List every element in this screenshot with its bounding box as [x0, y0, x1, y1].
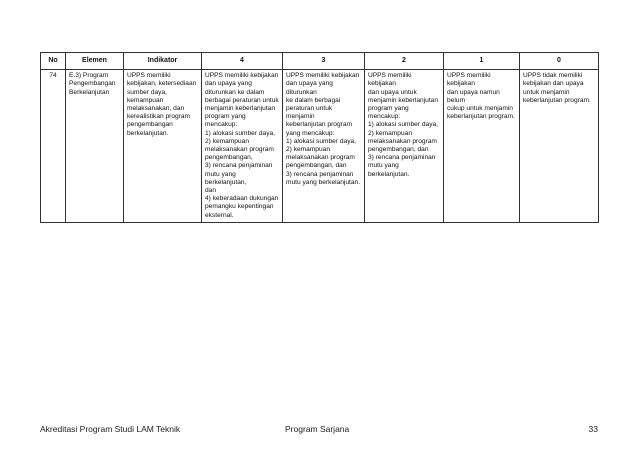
- cell-text-line: 1) alokasi sumber daya,: [286, 137, 357, 145]
- cell-text-line: melaksanakan program: [205, 146, 274, 154]
- header-row: [41, 53, 599, 70]
- cell-text-line: 1) alokasi sumber daya,: [205, 129, 276, 137]
- cell-text-line: dan upaya yang diturunkan: [286, 80, 333, 96]
- cell-text-line: berkelanjutan.: [127, 129, 169, 137]
- header-score-2: 2: [365, 53, 444, 70]
- header-score-4: 4: [202, 53, 283, 70]
- cell-score-2: [365, 70, 444, 223]
- cell-text-line: pengembangan, dan: [368, 146, 429, 154]
- cell-indikator: [124, 70, 202, 223]
- cell-text-line: dan upaya yang: [205, 80, 252, 88]
- cell-text-line: Pengembangan: [69, 80, 116, 88]
- table-row: [41, 70, 599, 223]
- cell-text-line: kebijakan, ketersediaan: [127, 80, 197, 88]
- cell-text-line: menjamin keberlanjutan: [368, 96, 439, 104]
- cell-text-line: UPPS memiliki kebijakan: [286, 72, 360, 80]
- cell-score-0: [520, 70, 599, 223]
- page-number: 33: [588, 424, 598, 434]
- cell-text-line: pengembangan,: [205, 154, 253, 162]
- cell-text-line: ke dalam berbagai: [286, 96, 341, 104]
- header-no: No: [41, 53, 66, 70]
- cell-elemen: [66, 70, 124, 223]
- cell-score-3: [283, 70, 365, 223]
- cell-text-line: 3) rencana penjaminan: [286, 170, 354, 178]
- cell-text-line: dan: [205, 187, 217, 195]
- cell-no: 74: [41, 70, 66, 223]
- footer-program: Program Sarjana: [285, 424, 350, 434]
- cell-text-line: melaksanakan, dan: [127, 105, 185, 113]
- cell-text-line: melaksanakan program: [368, 137, 437, 145]
- header-score-3: 3: [283, 53, 365, 70]
- cell-text-line: 2) kemampuan: [286, 146, 330, 154]
- cell-text-line: cukup untuk menjamin: [447, 105, 513, 113]
- cell-text-line: 3) rencana penjaminan: [205, 162, 273, 170]
- cell-text-line: untuk menjamin: [523, 88, 570, 96]
- cell-text-line: 2) kemampuan: [368, 129, 412, 137]
- cell-text-line: pengembangan: [127, 121, 173, 129]
- header-elemen: Elemen: [66, 53, 124, 70]
- cell-text-line: dan upaya untuk: [368, 88, 417, 96]
- cell-text-line: program yang mencakup:: [368, 105, 409, 121]
- rubric-table: [40, 52, 599, 223]
- cell-text-line: UPPS memiliki kebijakan: [368, 72, 412, 88]
- cell-text-line: program yang mencakup:: [205, 113, 246, 129]
- cell-text-line: pengembangan, dan: [286, 162, 347, 170]
- cell-text-line: 2) kemampuan: [205, 137, 249, 145]
- cell-text-line: menjamin keberlanjutan: [205, 105, 276, 113]
- cell-text-line: kerealistikan program: [127, 113, 191, 121]
- footer-title: Akreditasi Program Studi LAM Teknik: [40, 424, 181, 434]
- cell-text-line: berbagai peraturan untuk: [205, 96, 279, 104]
- cell-text-line: UPPS memiliki: [127, 72, 171, 80]
- cell-text-line: 3) rencana penjaminan: [368, 154, 436, 162]
- cell-text-line: peraturan untuk menjamin: [286, 105, 333, 121]
- cell-text-line: Berkelanjutan: [69, 88, 110, 96]
- cell-text-line: dan upaya namun belum: [447, 88, 500, 104]
- header-indikator: Indikator: [124, 53, 202, 70]
- cell-text-line: mutu yang berkelanjutan.: [368, 162, 410, 178]
- cell-text-line: keberlanjutan program.: [447, 113, 515, 121]
- cell-text-line: UPPS memiliki kebijakan: [447, 72, 491, 88]
- cell-text-line: pemangku kepentingan: [205, 203, 274, 211]
- cell-text-line: E.3) Program: [69, 72, 109, 80]
- cell-text-line: 1) alokasi sumber daya,: [368, 121, 439, 129]
- cell-text-line: kemampuan: [127, 96, 164, 104]
- cell-text-line: kebijakan dan upaya: [523, 80, 584, 88]
- cell-text-line: keberlanjutan program: [286, 121, 352, 129]
- cell-text-line: mutu yang berkelanjutan.: [286, 178, 361, 186]
- cell-text-line: mutu yang berkelanjutan,: [205, 170, 247, 186]
- header-score-1: 1: [444, 53, 520, 70]
- cell-text-line: melaksanakan program: [286, 154, 355, 162]
- cell-score-1: [444, 70, 520, 223]
- cell-text-line: UPPS memiliki kebijakan: [205, 72, 279, 80]
- cell-text-line: eksternal.: [205, 211, 234, 219]
- cell-text-line: UPPS tidak memiliki: [523, 72, 583, 80]
- cell-text-line: keberlanjutan program.: [523, 96, 591, 104]
- cell-text-line: diturunkan ke dalam: [205, 88, 265, 96]
- cell-text-line: yang mencakup:: [286, 129, 335, 137]
- cell-score-4: [202, 70, 283, 223]
- header-score-0: 0: [520, 53, 599, 70]
- cell-text-line: 4) keberadaan dukungan: [205, 195, 279, 203]
- cell-text-line: sumber daya,: [127, 88, 167, 96]
